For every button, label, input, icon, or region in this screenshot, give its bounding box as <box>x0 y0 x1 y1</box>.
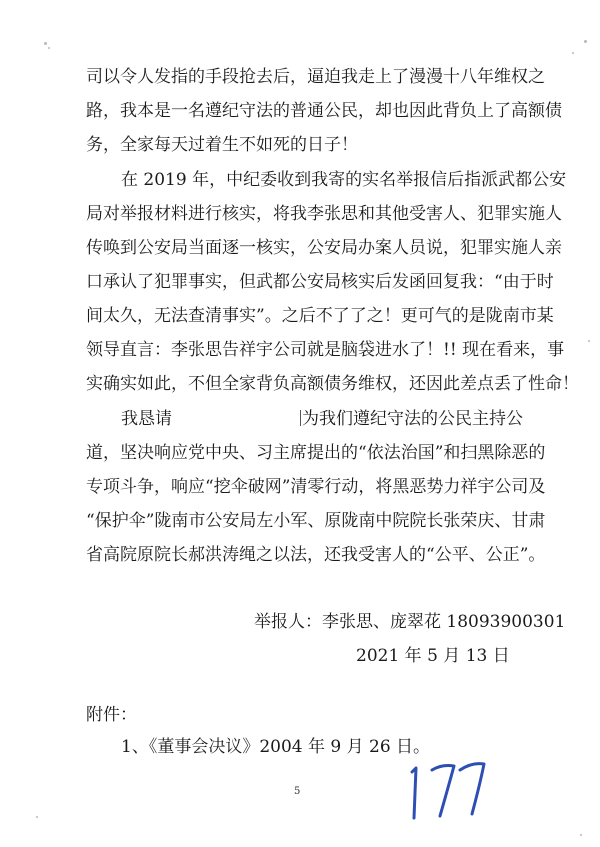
text-line: “保护伞”陇南市公安局左小军、原陇南中院院长张荣庆、甘肃 <box>86 511 546 531</box>
text-line: 省高院原院长郝洪涛绳之以法，还我受害人的“公平、公正”。 <box>86 545 546 565</box>
text-line: 传唤到公安局当面逐一核实，公安局办案人员说，犯罪实施人亲 <box>86 238 562 258</box>
scan-speck <box>36 816 38 818</box>
handwritten-note <box>398 748 508 828</box>
date-line: 2021 年 5 月 13 日 <box>356 646 510 666</box>
text-line: 路，我本是一名遵纪守法的普通公民，却也因此背负上了高额债 <box>86 101 562 121</box>
scan-speck <box>48 47 50 49</box>
scan-speck <box>588 340 590 342</box>
text-line: 专项斗争，响应“挖伞破网”清零行动，将黑恶势力祥宇公司及 <box>86 477 546 497</box>
text-line: 为我们遵纪守法的公民主持公 <box>302 409 523 429</box>
text-line: 道，坚决响应党中央、习主席提出的“依法治国”和扫黑除恶的 <box>86 443 546 463</box>
text-line: 局对举报材料进行核实，将我李张思和其他受害人、犯罪实施人 <box>86 204 562 224</box>
text-line: 间太久，无法查清事实”。之后不了了之！更可气的是陇南市某 <box>86 306 554 326</box>
text-line: 在 2019 年，中纪委收到我寄的实名举报信后指派武都公安 <box>121 170 567 190</box>
text-line: 实确实如此，不但全家背负高额债务维权，还因此差点丢了性命！ <box>86 374 579 394</box>
scan-speck <box>572 52 574 54</box>
redaction-marker <box>300 410 301 426</box>
scan-speck <box>44 42 47 45</box>
text-line: 务，全家每天过着生不如死的日子！ <box>86 135 358 155</box>
text-line: 口承认了犯罪事实，但武都公安局核实后发函回复我：“由于时 <box>86 272 554 292</box>
scan-speck <box>580 834 582 836</box>
attachments-heading: 附件： <box>86 705 137 725</box>
page-number: 5 <box>294 786 301 797</box>
attachment-item: 1、《董事会决议》2004 年 9 月 26 日。 <box>121 737 431 757</box>
text-line: 司以令人发指的手段抢去后，逼迫我走上了漫漫十八年维权之 <box>86 67 545 87</box>
request-lead: 我恳请 <box>121 409 172 429</box>
scan-speck <box>584 40 587 43</box>
text-line: 领导直言：李张思告祥宇公司就是脑袋进水了！!! 现在看来，事 <box>86 340 565 360</box>
reporter-line: 举报人：李张思、庞翠花 18093900301 <box>254 612 566 632</box>
